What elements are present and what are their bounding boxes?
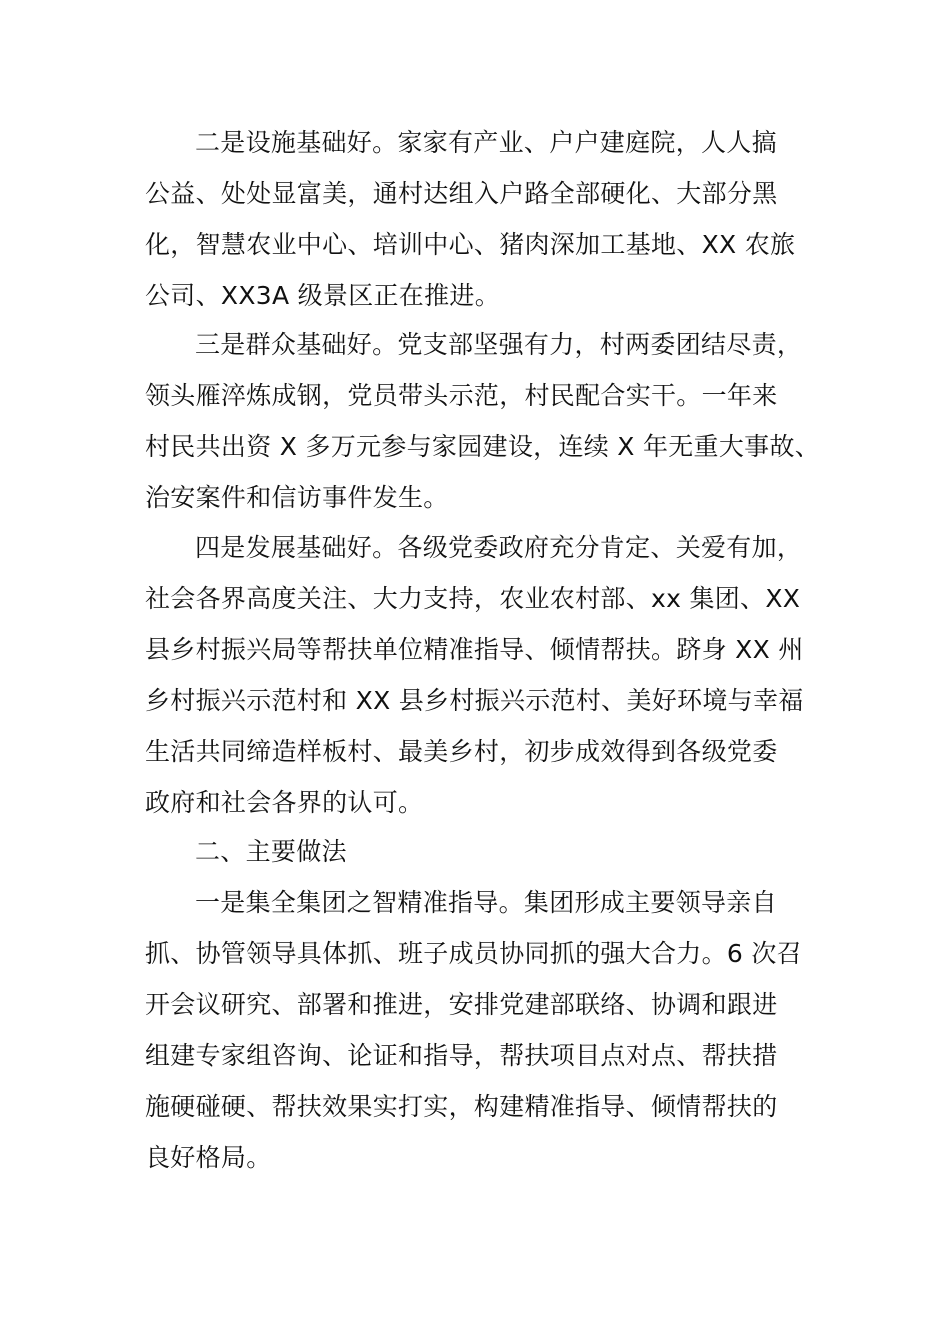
paragraph-development-line-4: 乡村振兴示范村和 XX 县乡村振兴示范村、美好环境与幸福 [145,686,804,715]
paragraph-facilities-line-2: 公益、处处显富美，通村达组入户路全部硬化、大部分黑 [145,179,778,208]
paragraph-guidance-line-5: 施硬碰硬、帮扶效果实打实，构建精准指导、倾情帮扶的 [145,1092,778,1121]
paragraph-guidance-line-4: 组建专家组咨询、论证和指导，帮扶项目点对点、帮扶措 [145,1041,778,1070]
paragraph-facilities-line-4: 公司、XX3A 级景区正在推进。 [145,281,501,310]
paragraph-guidance-line-2: 抓、协管领导具体抓、班子成员协同抓的强大合力。6 次召 [145,939,802,968]
paragraph-facilities-line-3: 化，智慧农业中心、培训中心、猪肉深加工基地、XX 农旅 [145,230,796,259]
paragraph-masses-line-2: 领头雁淬炼成钢，党员带头示范，村民配合实干。一年来 [145,381,778,410]
paragraph-facilities-line-1: 二是设施基础好。家家有产业、户户建庭院，人人搞 [195,128,777,157]
paragraph-development-line-3: 县乡村振兴局等帮扶单位精准指导、倾情帮扶。跻身 XX 州 [145,635,804,664]
paragraph-development-line-2: 社会各界高度关注、大力支持，农业农村部、xx 集团、XX [145,584,801,613]
paragraph-masses-line-1: 三是群众基础好。党支部坚强有力，村两委团结尽责， [195,330,803,359]
paragraph-development-line-6: 政府和社会各界的认可。 [145,788,424,817]
section-heading-main-practices: 二、主要做法 [195,837,347,866]
paragraph-guidance-line-1: 一是集全集团之智精准指导。集团形成主要领导亲自 [195,888,777,917]
paragraph-development-line-1: 四是发展基础好。各级党委政府充分肯定、关爱有加， [195,533,803,562]
paragraph-development-line-5: 生活共同缔造样板村、最美乡村，初步成效得到各级党委 [145,737,778,766]
paragraph-guidance-line-3: 开会议研究、部署和推进，安排党建部联络、协调和跟进 [145,990,778,1019]
paragraph-guidance-line-6: 良好格局。 [145,1143,272,1172]
paragraph-masses-line-3: 村民共出资 X 多万元参与家园建设，连续 X 年无重大事故、 [145,432,821,461]
paragraph-masses-line-4: 治安案件和信访事件发生。 [145,483,449,512]
